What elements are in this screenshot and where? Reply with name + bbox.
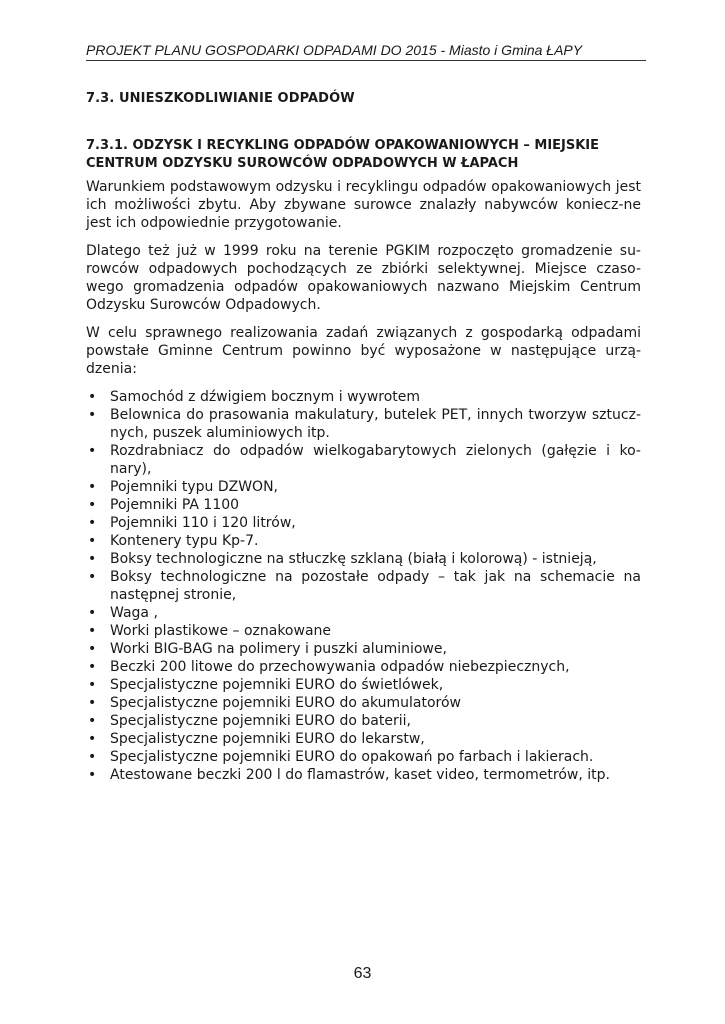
list-item xyxy=(86,748,641,766)
bullet-icon: • xyxy=(88,749,97,765)
bullet-icon: • xyxy=(88,497,97,513)
list-item-text: Specjalistyczne pojemniki EURO do świetlówek, xyxy=(110,677,444,693)
bullet-icon: • xyxy=(88,713,97,729)
list-item xyxy=(86,478,641,496)
list-item xyxy=(86,622,641,640)
list-item-text: Kontenery typu Kp-7. xyxy=(110,533,259,549)
list-item-text: Belownica do prasowania makulatury, butelek PET, innych tworzyw sztucz-nych, puszek aluminiowych itp. xyxy=(110,407,641,441)
list-item xyxy=(86,730,641,748)
bullet-icon: • xyxy=(88,605,97,621)
bullet-icon: • xyxy=(88,533,97,549)
list-item-text: Boksy technologiczne na stłuczkę szklaną (białą i kolorową) - istnieją, xyxy=(110,551,597,567)
list-item xyxy=(86,658,641,676)
subsection-heading: 7.3.1. ODZYSK I RECYKLING ODPADÓW OPAKOWANIOWYCH – MIEJSKIE CENTRUM ODZYSKU SUROWCÓW ODPADOWYCH W ŁAPACH xyxy=(86,138,600,171)
list-item xyxy=(86,496,641,514)
page-number: 63 xyxy=(353,965,372,982)
list-item xyxy=(86,640,641,658)
bullet-icon: • xyxy=(88,389,97,405)
document-body xyxy=(86,90,641,784)
list-item xyxy=(86,568,641,604)
bullet-icon: • xyxy=(88,515,97,531)
list-item-text: Worki plastikowe – oznakowane xyxy=(110,623,332,639)
list-item xyxy=(86,694,641,712)
bullet-icon: • xyxy=(88,731,97,747)
list-item xyxy=(86,712,641,730)
list-item-text: Specjalistyczne pojemniki EURO do opakowań po farbach i lakierach. xyxy=(110,749,594,765)
list-item xyxy=(86,532,641,550)
paragraph: Warunkiem podstawowym odzysku i recyklingu odpadów opakowaniowych jest ich możliwości zbytu. Aby zbywane surowce znalazły nabywców koniecz-ne jest ich odpowiednie przygotowanie. xyxy=(86,179,641,231)
paragraph: W celu sprawnego realizowania zadań związanych z gospodarką odpadami powstałe Gminne Centrum powinno być wyposażone w następujące urzą-dzenia: xyxy=(86,325,641,377)
list-item-text: Rozdrabniacz do odpadów wielkogabarytowych zielonych (gałęzie i ko-nary), xyxy=(110,443,641,477)
bullet-icon: • xyxy=(88,479,97,495)
bullet-icon: • xyxy=(88,623,97,639)
list-item-text: Boksy technologiczne na pozostałe odpady – tak jak na schemacie na następnej stronie, xyxy=(110,569,641,603)
list-item-text: Specjalistyczne pojemniki EURO do lekarstw, xyxy=(110,731,425,747)
list-item-text: Waga , xyxy=(110,605,158,621)
bullet-icon: • xyxy=(88,767,97,783)
bullet-icon: • xyxy=(88,443,97,459)
list-item-text: Beczki 200 litowe do przechowywania odpadów niebezpiecznych, xyxy=(110,659,570,675)
list-item-text: Pojemniki 110 i 120 litrów, xyxy=(110,515,296,531)
list-item-text: Worki BIG-BAG na polimery i puszki aluminiowe, xyxy=(110,641,447,657)
equipment-list xyxy=(86,388,641,784)
bullet-icon: • xyxy=(88,677,97,693)
list-item-text: Specjalistyczne pojemniki EURO do baterii, xyxy=(110,713,411,729)
list-item xyxy=(86,604,641,622)
bullet-icon: • xyxy=(88,659,97,675)
list-item-text: Samochód z dźwigiem bocznym i wywrotem xyxy=(110,389,421,405)
bullet-icon: • xyxy=(88,695,97,711)
list-item xyxy=(86,550,641,568)
list-item-text: Pojemniki PA 1100 xyxy=(110,497,240,513)
list-item xyxy=(86,442,641,478)
list-item xyxy=(86,676,641,694)
list-item-text: Pojemniki typu DZWON, xyxy=(110,479,278,495)
bullet-icon: • xyxy=(88,569,97,585)
list-item-text: Specjalistyczne pojemniki EURO do akumulatorów xyxy=(110,695,462,711)
list-item xyxy=(86,388,641,406)
bullet-icon: • xyxy=(88,641,97,657)
list-item xyxy=(86,766,641,784)
section-heading: 7.3. UNIESZKODLIWIANIE ODPADÓW xyxy=(86,91,355,106)
list-item xyxy=(86,406,641,442)
paragraph: Dlatego też już w 1999 roku na terenie PGKIM rozpoczęto gromadzenie su-rowców odpadowych pochodzących ze zbiórki selektywnej. Miejsce czaso-wego gromadzenia odpadów opakowaniowych nazwano Miejskim Centrum Odzysku Surowców Odpadowych. xyxy=(86,243,641,313)
running-header: PROJEKT PLANU GOSPODARKI ODPADAMI DO 2015 - Miasto i Gmina ŁAPY xyxy=(86,42,646,61)
list-item xyxy=(86,514,641,532)
bullet-icon: • xyxy=(88,551,97,567)
bullet-icon: • xyxy=(88,407,97,423)
list-item-text: Atestowane beczki 200 l do flamastrów, kaset video, termometrów, itp. xyxy=(110,767,610,783)
